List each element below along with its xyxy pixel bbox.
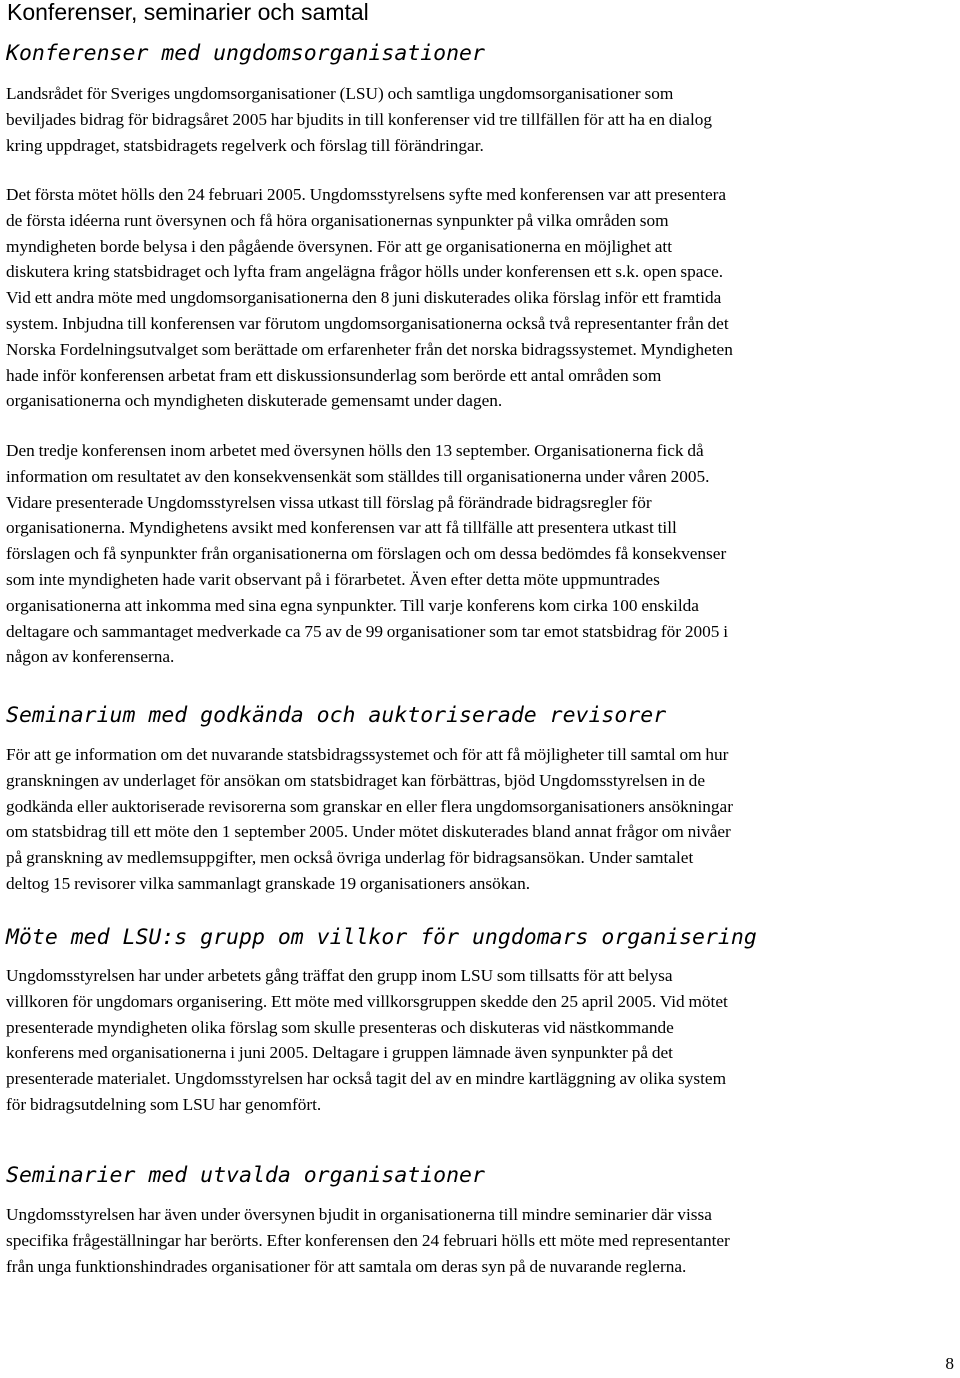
text-line: om statsbidrag till ett möte den 1 september 2005. Under mötet diskuterades bland annat frågor om nivåer [6, 822, 731, 842]
text-line: Den tredje konferensen inom arbetet med översynen hölls den 13 september. Organisationerna fick då [6, 441, 704, 460]
text-line: organisationerna att inkomma med sina egna synpunkter. Till varje konferens kom cirka 100 enskilda [6, 595, 699, 615]
paragraph [6, 438, 956, 670]
text-line: presenterade materialet. Ungdomsstyrelsen har också tagit del av en mindre kartläggning av olika system [6, 1069, 727, 1089]
paragraph [6, 742, 956, 897]
text-line: godkända eller auktoriserade revisorerna som granskar en eller flera ungdomsorganisationers ansökningar [6, 796, 733, 816]
text-line: Norska Fordelningsutvalget som berättade om erfarenheter från det norska bidragssystemet. Myndigheten [6, 339, 733, 359]
text-line: Landsrådet för Sveriges ungdomsorganisationer (LSU) och samtliga ungdomsorganisationer som [6, 84, 674, 103]
text-line: granskningen av underlaget för ansökan om statsbidraget kan förbättras, bjöd Ungdomsstyrelsen in de [6, 770, 705, 790]
text-line: presenterade myndigheten olika förslag som skulle presenteras och diskuteras vid nästkommande [6, 1017, 674, 1037]
text-line: Vid ett andra möte med ungdomsorganisationerna den 8 juni diskuterades olika förslag inför ett framtida [6, 288, 722, 308]
text-line: organisationerna. Myndighetens avsikt med konferensen var att få tillfälle att presentera utkast till [6, 518, 677, 538]
text-line: Ungdomsstyrelsen har under arbetets gång träffat den grupp inom LSU som tillsatts för att belysa [6, 966, 673, 985]
text-line: konferens med organisationerna i juni 2005. Deltagare i gruppen lämnade även synpunkter på det [6, 1043, 673, 1063]
text-line: Ungdomsstyrelsen har även under översynen bjudit in organisationerna till mindre seminarier där vissa [6, 1205, 712, 1224]
paragraph [6, 182, 956, 414]
section-title-konferenser: Konferenser med ungdomsorganisationer [6, 41, 485, 66]
text-line: på granskning av medlemsuppgifter, men också övriga underlag för bidragsansökan. Under samtalet [6, 848, 694, 868]
text-line: För att ge information om det nuvarande statsbidragssystemet och för att få möjligheter till samtal om hur [6, 745, 729, 764]
paragraph [6, 1202, 956, 1279]
page-heading: Konferenser, seminarier och samtal [7, 0, 369, 25]
text-line: diskutera kring statsbidraget och lyfta fram angelägna frågor hölls under konferensen ett s.k. open space. [6, 262, 724, 282]
text-line: system. Inbjudna till konferensen var förutom ungdomsorganisationerna också två representanter från det [6, 313, 729, 333]
text-line: kring uppdraget, statsbidragets regelverk och förslag till förändringar. [6, 135, 484, 155]
text-line: deltagare och sammantaget medverkade ca 75 av de 99 organisationer som tar emot statsbidrag för 2005 i [6, 621, 729, 641]
section-title-seminarium-revisorer: Seminarium med godkända och auktoriserade revisorer [6, 703, 667, 728]
text-line: från unga funktionshindrades organisationer för att samtala om deras syn på de nuvarande reglerna. [6, 1256, 687, 1276]
text-line: villkoren för ungdomars organisering. Ett möte med villkorsgruppen skedde den 25 april 2005. Vid mötet [6, 991, 728, 1011]
text-line: myndigheten borde belysa i den pågående översynen. För att ge organisationerna en möjlighet att [6, 236, 672, 256]
text-line: någon av konferenserna. [6, 647, 175, 667]
paragraph [6, 963, 956, 1118]
text-line: Vidare presenterade Ungdomsstyrelsen vissa utkast till förslag på förändrade bidragsregler för [6, 492, 652, 512]
text-line: deltog 15 revisorer vilka sammanlagt granskade 19 organisationers ansökan. [6, 873, 531, 893]
text-line: Det första mötet hölls den 24 februari 2005. Ungdomsstyrelsens syfte med konferensen var att presentera [6, 185, 727, 204]
text-line: för bidragsutdelning som LSU har genomfört. [6, 1094, 322, 1114]
text-line: de första idéerna runt översynen och få höra organisationernas synpunkter på vilka områden som [6, 210, 669, 230]
text-line: beviljades bidrag för bidragsåret 2005 har bjudits in till konferenser vid tre tillfällen för att ha en dialog [6, 109, 713, 129]
page-number: 8 [945, 1354, 954, 1373]
text-line: hade inför konferensen arbetat fram ett diskussionsunderlag som berörde ett antal områden som [6, 365, 662, 385]
paragraph [6, 81, 956, 158]
section-title-seminarier-organisationer: Seminarier med utvalda organisationer [6, 1163, 485, 1188]
text-line: information om resultatet av den konsekvensenkät som ställdes till organisationerna under våren 2005. [6, 466, 710, 486]
text-line: organisationerna och myndigheten diskuterade gemensamt under dagen. [6, 391, 503, 411]
text-line: specifika frågeställningar har berörts. Efter konferensen den 24 februari hölls ett möte med representanter [6, 1230, 730, 1250]
text-line: som inte myndigheten hade varit observant på i förarbetet. Även efter detta möte uppmuntrades [6, 569, 660, 589]
section-title-mote-lsu: Möte med LSU:s grupp om villkor för ungdomars organisering [6, 925, 757, 950]
text-line: förslagen och få synpunkter från organisationerna om förslagen och om dessa bedömdes få konsekvenser [6, 544, 727, 564]
